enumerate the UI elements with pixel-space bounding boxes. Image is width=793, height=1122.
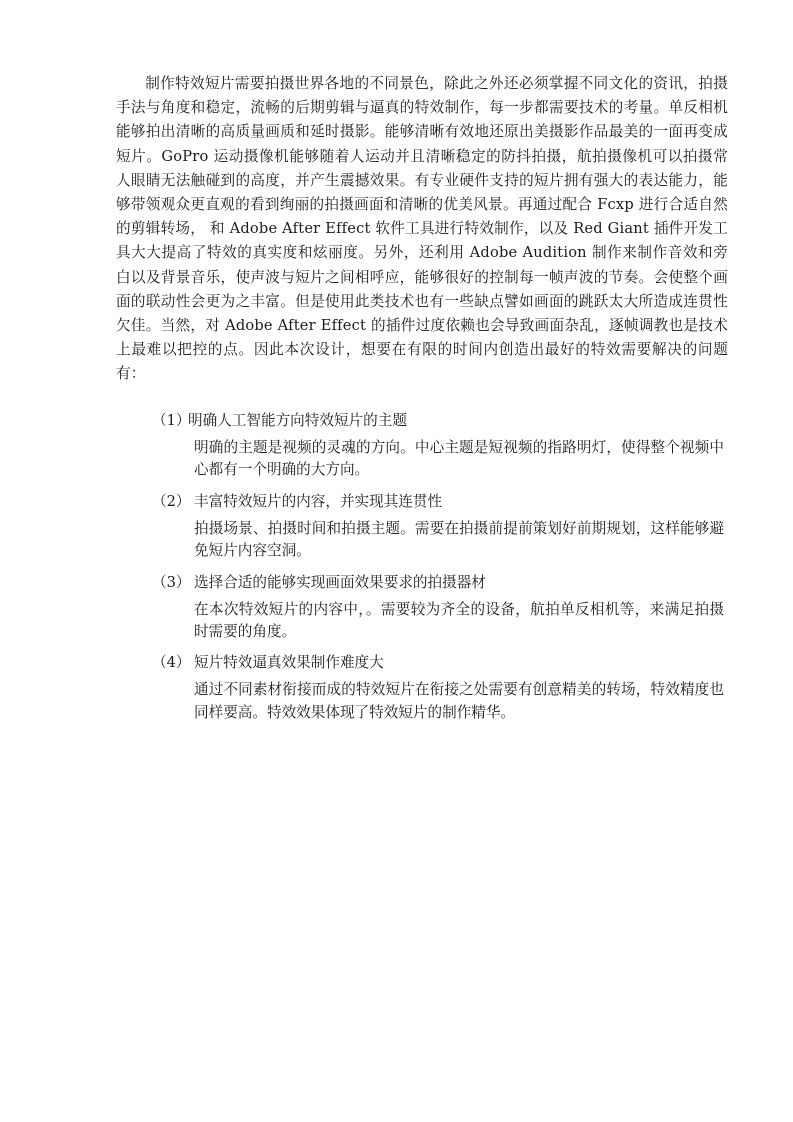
list-item-description: 通过不同素材衔接而成的特效短片在衔接之处需要有创意精美的转场，特效精度也同样要高。特效效果体现了特效短片的制作精华。	[194, 681, 724, 721]
list-item-heading	[116, 409, 728, 433]
list-item	[116, 571, 728, 644]
list-item-number: （4）	[152, 654, 191, 672]
list-item-description: 拍摄场景、拍摄时间和拍摄主题。需要在拍摄前提前策划好前期规划，这样能够避免短片内容空洞。	[194, 519, 724, 560]
list-item-heading	[116, 490, 728, 514]
list-item-heading	[116, 571, 728, 595]
list-item-title: 短片特效逼真效果制作难度大	[194, 654, 384, 672]
list-item-description: 明确的主题是视频的灵魂的方向。中心主题是短视频的指路明灯，使得整个视频中心都有一个明确的大方向。	[194, 439, 724, 479]
list-item	[116, 490, 728, 563]
list-item-heading	[116, 651, 728, 675]
list-item-title: 明确人工智能方向特效短片的主题	[188, 412, 407, 429]
intro-paragraph: 制作特效短片需要拍摄世界各地的不同景色，除此之外还必须掌握不同文化的资讯，拍摄手法与角度和稳定，流畅的后期剪辑与逼真的特效制作，每一步都需要技术的考量。单反相机能够拍出清晰的高质量画质和延时摄影。能够清晰有效地还原出美摄影作品最美的一面再变成短片。GoPro 运动摄像机能够随着人运动并且清晰稳定的防抖拍摄，航拍摄像机可以拍摄常人眼睛无法触碰到的高度，并产生震撼效果。有专业硬件支持的短片拥有强大的表达能力，能够带领观众更直观的看到绚丽的拍摄画面和清晰的优美风景。再通过配合 Fcxp 进行合适自然的剪辑转场， 和 Adobe After Effect 软件工具进行特效制作，以及 Red Giant 插件开发工具大大提高了特效的真实度和炫丽度。另外，还利用 Adobe Audition 制作来制作音效和旁白以及背景音乐，使声波与短片之间相呼应，能够很好的控制每一帧声波的节奏。会使整个画面的联动性会更为之丰富。但是使用此类技术也有一些缺点譬如画面的跳跃太大所造成连贯性欠佳。当然，对 Adobe After Effect 的插件过度依赖也会导致画面杂乱，逐帧调教也是技术上最难以把控的点。因此本次设计，想要在有限的时间内创造出最好的特效需要解决的问题有：	[116, 75, 728, 383]
list-item-description: 在本次特效短片的内容中，。需要较为齐全的设备，航拍单反相机等，来满足拍摄时需要的角度。	[194, 600, 724, 641]
list-item-number: （2）	[152, 492, 191, 510]
list-item-title: 丰富特效短片的内容，并实现其连贯性	[194, 492, 443, 510]
list-item-number: （3）	[152, 573, 191, 591]
problem-list	[116, 409, 728, 732]
list-item-number: （1）	[152, 412, 191, 429]
list-item	[116, 409, 728, 482]
list-item	[116, 651, 728, 724]
list-item-title: 选择合适的能够实现画面效果要求的拍摄器材	[194, 573, 486, 591]
